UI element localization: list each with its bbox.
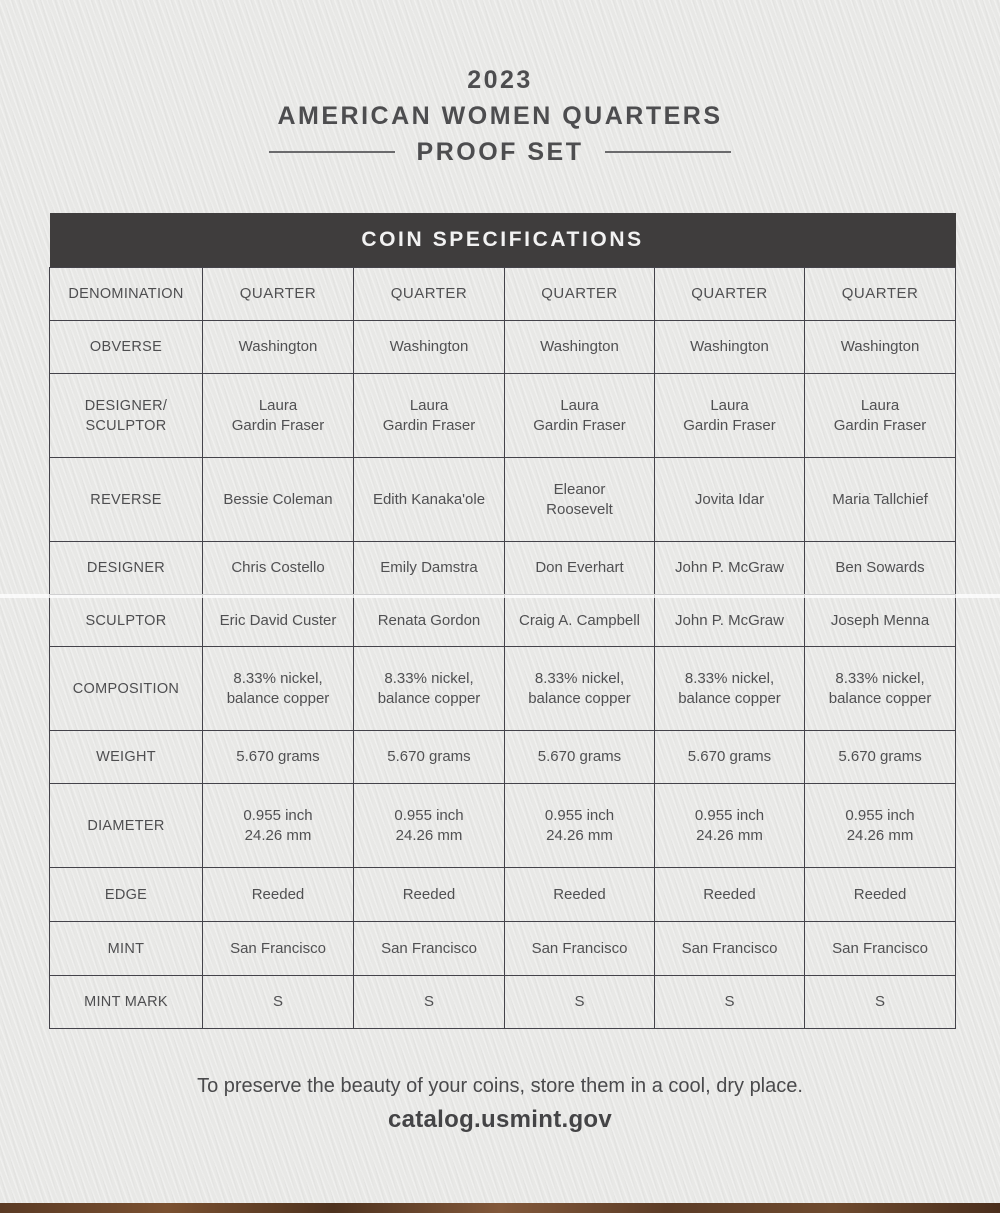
table-cell: Edith Kanaka'ole: [354, 458, 505, 542]
table-cell: 0.955 inch 24.26 mm: [203, 784, 354, 868]
table-cell: Reeded: [203, 868, 354, 922]
table-row: [50, 922, 956, 976]
row-label: EDGE: [50, 868, 203, 922]
table-cell: QUARTER: [505, 268, 655, 321]
table-cell: 5.670 grams: [655, 731, 805, 784]
table-row: [50, 268, 956, 321]
table-cell: 8.33% nickel, balance copper: [354, 647, 505, 731]
title-block: [0, 62, 1000, 170]
table-cell: QUARTER: [203, 268, 354, 321]
row-label: COMPOSITION: [50, 647, 203, 731]
table-cell: Washington: [505, 321, 655, 374]
table-cell: Bessie Coleman: [203, 458, 354, 542]
table-cell: Joseph Menna: [805, 595, 956, 647]
table-cell: 0.955 inch 24.26 mm: [655, 784, 805, 868]
table-row: [50, 458, 956, 542]
row-label: DIAMETER: [50, 784, 203, 868]
row-label: OBVERSE: [50, 321, 203, 374]
table-cell: S: [203, 976, 354, 1029]
title-main: AMERICAN WOMEN QUARTERS: [277, 102, 723, 130]
table-cell: S: [354, 976, 505, 1029]
title-subtitle: PROOF SET: [416, 138, 584, 166]
table-cell: Reeded: [354, 868, 505, 922]
table-cell: John P. McGraw: [655, 542, 805, 595]
storage-note: To preserve the beauty of your coins, store them in a cool, dry place.: [197, 1075, 803, 1097]
table-row: [50, 647, 956, 731]
table-cell: Laura Gardin Fraser: [655, 374, 805, 458]
table-cell: 0.955 inch 24.26 mm: [505, 784, 655, 868]
table-cell: S: [505, 976, 655, 1029]
title-year: 2023: [467, 66, 533, 94]
footer: [0, 1072, 1000, 1134]
row-label: MINT MARK: [50, 976, 203, 1029]
table-row: [50, 374, 956, 458]
table-cell: Ben Sowards: [805, 542, 956, 595]
table-cell: 8.33% nickel, balance copper: [203, 647, 354, 731]
table-row: [50, 868, 956, 922]
table-body: [50, 268, 956, 1029]
table-cell: QUARTER: [655, 268, 805, 321]
table-band-title: COIN SPECIFICATIONS: [50, 213, 956, 268]
row-label: MINT: [50, 922, 203, 976]
table-cell: Renata Gordon: [354, 595, 505, 647]
table-cell: Chris Costello: [203, 542, 354, 595]
table-cell: S: [805, 976, 956, 1029]
table-cell: Craig A. Campbell: [505, 595, 655, 647]
table-cell: Reeded: [655, 868, 805, 922]
table-cell: 0.955 inch 24.26 mm: [805, 784, 956, 868]
table-cell: San Francisco: [505, 922, 655, 976]
row-label: DESIGNER/ SCULPTOR: [50, 374, 203, 458]
wood-surface: [0, 1203, 1000, 1213]
table-cell: San Francisco: [203, 922, 354, 976]
table-cell: Reeded: [505, 868, 655, 922]
table-cell: John P. McGraw: [655, 595, 805, 647]
table-cell: 0.955 inch 24.26 mm: [354, 784, 505, 868]
table-cell: 5.670 grams: [354, 731, 505, 784]
table-row: [50, 542, 956, 595]
table-cell: Laura Gardin Fraser: [805, 374, 956, 458]
table-cell: Maria Tallchief: [805, 458, 956, 542]
table-cell: Washington: [655, 321, 805, 374]
table-cell: Reeded: [805, 868, 956, 922]
table-cell: Laura Gardin Fraser: [505, 374, 655, 458]
table-cell: Washington: [805, 321, 956, 374]
table-cell: 8.33% nickel, balance copper: [505, 647, 655, 731]
coin-specifications-table: [49, 213, 956, 1029]
table-row: [50, 976, 956, 1029]
subtitle-row: [0, 134, 1000, 170]
table-row: [50, 595, 956, 647]
table-cell: San Francisco: [354, 922, 505, 976]
table-cell: 5.670 grams: [505, 731, 655, 784]
table-cell: S: [655, 976, 805, 1029]
table-row: [50, 731, 956, 784]
table-cell: 5.670 grams: [805, 731, 956, 784]
table-cell: Emily Damstra: [354, 542, 505, 595]
table-cell: San Francisco: [805, 922, 956, 976]
table-cell: Don Everhart: [505, 542, 655, 595]
table-cell: QUARTER: [354, 268, 505, 321]
row-label: DESIGNER: [50, 542, 203, 595]
row-label: SCULPTOR: [50, 595, 203, 647]
table-cell: Eric David Custer: [203, 595, 354, 647]
row-label: DENOMINATION: [50, 268, 203, 321]
table-cell: Laura Gardin Fraser: [203, 374, 354, 458]
table-cell: 5.670 grams: [203, 731, 354, 784]
table-cell: Washington: [354, 321, 505, 374]
right-rule-divider: [605, 151, 731, 153]
table-row: [50, 321, 956, 374]
table-cell: Jovita Idar: [655, 458, 805, 542]
left-rule-divider: [269, 151, 395, 153]
table-cell: Laura Gardin Fraser: [354, 374, 505, 458]
catalog-url: catalog.usmint.gov: [387, 1106, 613, 1133]
table-cell: Eleanor Roosevelt: [505, 458, 655, 542]
table-row: [50, 784, 956, 868]
table-cell: QUARTER: [805, 268, 956, 321]
row-label: REVERSE: [50, 458, 203, 542]
table-cell: 8.33% nickel, balance copper: [805, 647, 956, 731]
table-cell: San Francisco: [655, 922, 805, 976]
table-cell: Washington: [203, 321, 354, 374]
table-cell: 8.33% nickel, balance copper: [655, 647, 805, 731]
fold-crease: [0, 594, 1000, 598]
row-label: WEIGHT: [50, 731, 203, 784]
